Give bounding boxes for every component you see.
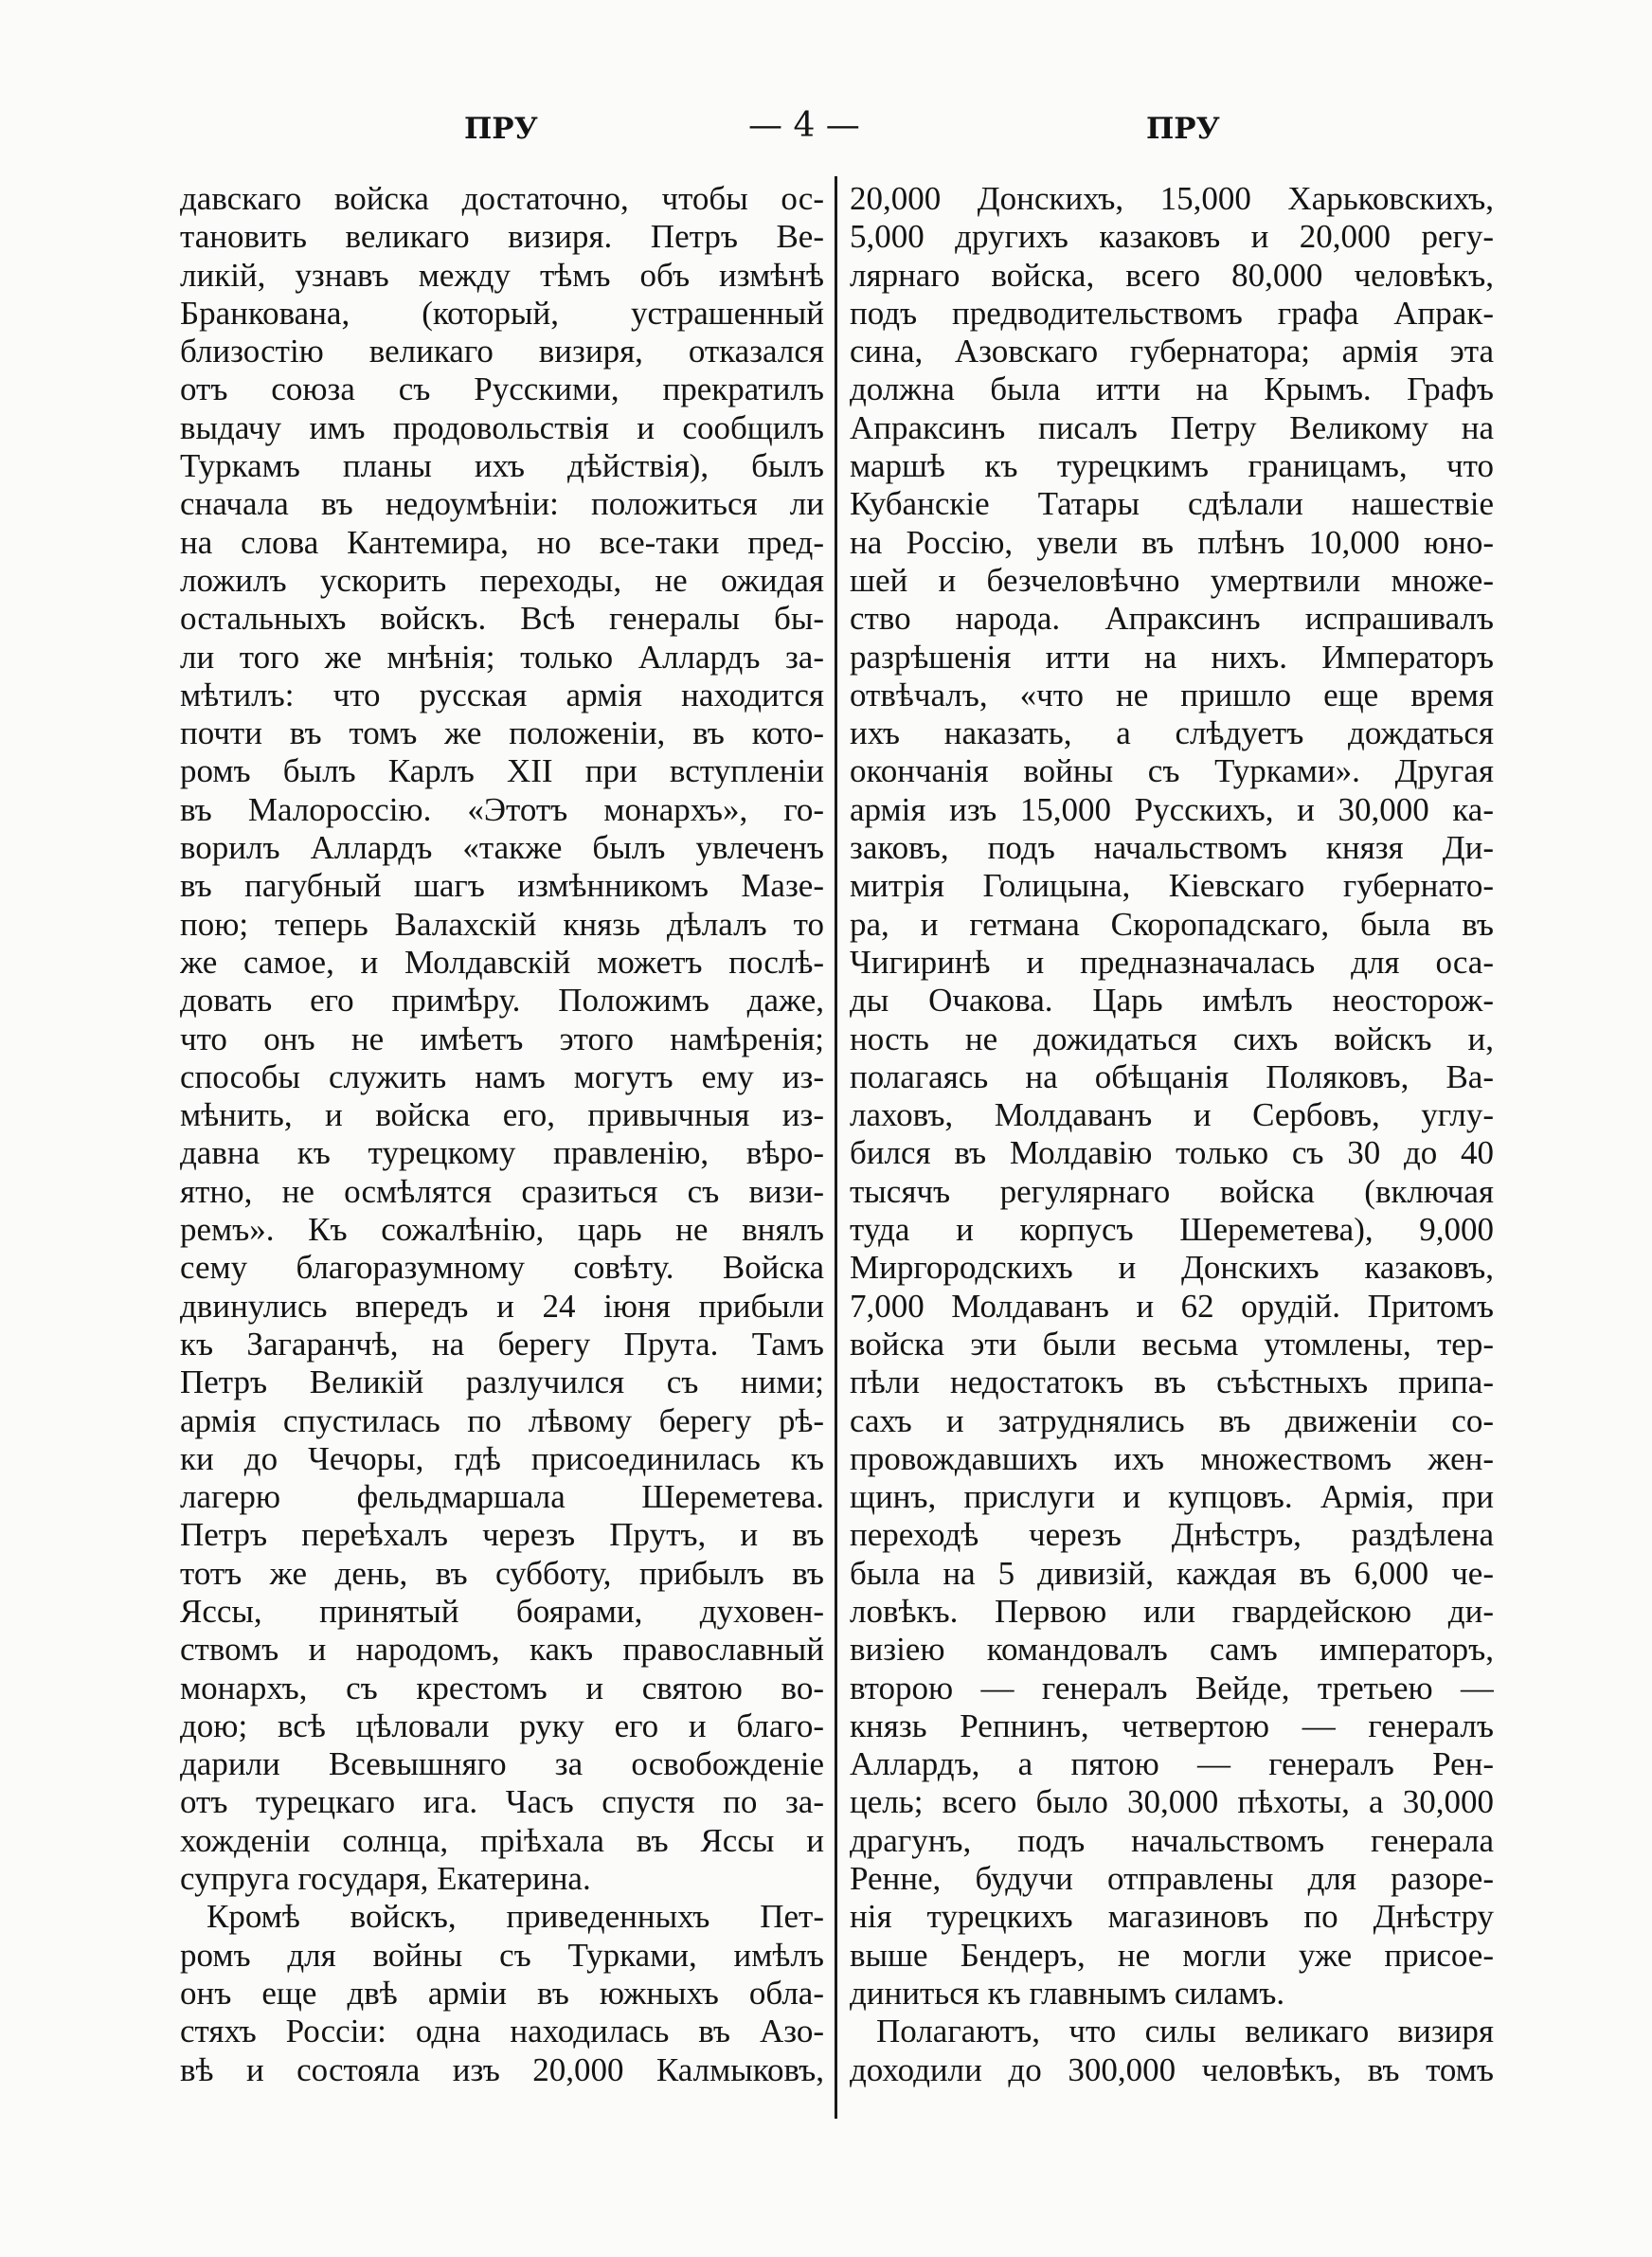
text-line: полагаясь на обѣщанія Поляковъ, Ва- bbox=[850, 1057, 1494, 1095]
text-line: армія спустилась по лѣвому берегу рѣ- bbox=[180, 1401, 824, 1439]
text-line: была на 5 дивизій, каждая въ 6,000 че- bbox=[850, 1554, 1494, 1592]
text-line: тотъ же день, въ субботу, прибылъ въ bbox=[180, 1554, 824, 1592]
text-line: въ пагубный шагъ измѣнникомъ Мазе- bbox=[180, 867, 824, 905]
text-line: ложилъ ускорить переходы, не ожидая bbox=[180, 561, 824, 599]
text-line: сначала въ недоумѣніи: положиться ли bbox=[180, 485, 824, 523]
text-line: отъ турецкаго ига. Часъ спустя по за- bbox=[180, 1783, 824, 1821]
text-line: армія изъ 15,000 Русскихъ, и 30,000 ка- bbox=[850, 790, 1494, 828]
text-line: должна была итти на Крымъ. Графъ bbox=[850, 370, 1494, 408]
text-line: Миргородскихъ и Донскихъ казаковъ, bbox=[850, 1249, 1494, 1287]
text-line: лярнаго войска, всего 80,000 человѣкъ, bbox=[850, 256, 1494, 294]
text-line: давскаго войска достаточно, чтобы ос- bbox=[180, 180, 824, 217]
text-line: диниться къ главнымъ силамъ. bbox=[850, 1974, 1285, 2012]
text-line: второю — генералъ Вейде, третьею — bbox=[850, 1669, 1494, 1706]
text-line: монархъ, съ крестомъ и святою во- bbox=[180, 1669, 824, 1706]
header-right-word: ПРУ bbox=[1146, 112, 1220, 146]
text-line: доходили до 300,000 человѣкъ, въ томъ bbox=[850, 2050, 1494, 2088]
text-line: Аллардъ, а пятою — генералъ Рен- bbox=[850, 1745, 1494, 1783]
text-line: Полагаютъ, что силы великаго визиря bbox=[876, 2013, 1494, 2050]
text-line: разрѣшенія итти на нихъ. Императоръ bbox=[850, 638, 1494, 676]
text-line: на слова Кантемира, но все-таки пред- bbox=[180, 523, 824, 561]
text-line: Бранкована, (который, устрашенный bbox=[180, 294, 824, 332]
text-line: ловѣкъ. Первою или гвардейскою ди- bbox=[850, 1592, 1494, 1630]
page-number: — 4 — bbox=[748, 106, 860, 145]
text-line: Кромѣ войскъ, приведенныхъ Пет- bbox=[206, 1898, 824, 1936]
text-line: провождавшихъ ихъ множествомъ жен- bbox=[850, 1439, 1494, 1477]
text-line: ромъ для войны съ Турками, имѣлъ bbox=[180, 1936, 824, 1974]
text-line: щинъ, прислуги и купцовъ. Армія, при bbox=[850, 1478, 1494, 1516]
text-line: супруга государя, Екатерина. bbox=[180, 1860, 591, 1898]
text-line: Чигиринѣ и предназначалась для оса- bbox=[850, 943, 1494, 981]
text-line: Туркамъ планы ихъ дѣйствія), былъ bbox=[180, 447, 824, 485]
text-line: Апраксинъ писалъ Петру Великому на bbox=[850, 408, 1494, 446]
left-column bbox=[180, 180, 824, 2132]
text-line: ство народа. Апраксинъ испрашивалъ bbox=[850, 600, 1494, 638]
text-line: сина, Азовскаго губернатора; армія эта bbox=[850, 333, 1494, 370]
text-line: ремъ». Къ сожалѣнію, царь не внялъ bbox=[180, 1211, 824, 1249]
right-column bbox=[850, 180, 1494, 2132]
text-line: ствомъ и народомъ, какъ православный bbox=[180, 1631, 824, 1669]
text-line: ликій, узнавъ между тѣмъ объ измѣнѣ bbox=[180, 256, 824, 294]
text-line: визіею командовалъ самъ императоръ, bbox=[850, 1631, 1494, 1669]
text-line: въ Малороссію. «Этотъ монархъ», го- bbox=[180, 790, 824, 828]
text-line: лаховъ, Молдаванъ и Сербовъ, углу- bbox=[850, 1096, 1494, 1134]
text-line: мѣтилъ: что русская армія находится bbox=[180, 676, 824, 713]
text-line: Кубанскіе Татары сдѣлали нашествіе bbox=[850, 485, 1494, 523]
text-line: тановить великаго визиря. Петръ Ве- bbox=[180, 218, 824, 256]
text-line: ромъ былъ Карлъ XII при вступленіи bbox=[180, 752, 824, 790]
text-line: способы служить намъ могутъ ему из- bbox=[180, 1057, 824, 1095]
text-line: тысячъ регулярнаго войска (включая bbox=[850, 1172, 1494, 1210]
text-line: остальныхъ войскъ. Всѣ генералы бы- bbox=[180, 600, 824, 638]
text-line: Петръ переѣхалъ черезъ Прутъ, и въ bbox=[180, 1516, 824, 1554]
text-line: дою; всѣ цѣловали руку его и благо- bbox=[180, 1706, 824, 1744]
text-line: Петръ Великій разлучился съ ними; bbox=[180, 1363, 824, 1401]
text-line: окончанія войны съ Турками». Другая bbox=[850, 752, 1494, 790]
text-line: дарили Всевышняго за освобожденіе bbox=[180, 1745, 824, 1783]
text-line: драгунъ, подъ начальствомъ генерала bbox=[850, 1821, 1494, 1859]
text-line: выше Бендеръ, не могли уже присое- bbox=[850, 1936, 1494, 1974]
text-line: подъ предводительствомъ графа Апрак- bbox=[850, 294, 1494, 332]
text-line: заковъ, подъ начальствомъ князя Ди- bbox=[850, 829, 1494, 867]
text-line: почти въ томъ же положеніи, въ кото- bbox=[180, 714, 824, 752]
text-line: на Россію, увели въ плѣнъ 10,000 юно- bbox=[850, 523, 1494, 561]
column-divider bbox=[835, 176, 837, 2119]
text-line: 5,000 другихъ казаковъ и 20,000 регу- bbox=[850, 218, 1494, 256]
text-line: ворилъ Аллардъ «также былъ увлеченъ bbox=[180, 829, 824, 867]
text-line: 20,000 Донскихъ, 15,000 Харьковскихъ, bbox=[850, 180, 1494, 217]
text-line: мѣнить, и войска его, привычныя из- bbox=[180, 1096, 824, 1134]
text-line: ятно, не осмѣлятся сразиться съ визи- bbox=[180, 1172, 824, 1210]
text-line: ность не дожидаться сихъ войскъ и, bbox=[850, 1020, 1494, 1057]
text-line: хожденіи солнца, пріѣхала въ Яссы и bbox=[180, 1821, 824, 1859]
text-line: митрія Голицына, Кіевскаго губернато- bbox=[850, 867, 1494, 905]
text-line: Яссы, принятый боярами, духовен- bbox=[180, 1592, 824, 1630]
text-line: Ренне, будучи отправлены для разоре- bbox=[850, 1860, 1494, 1898]
text-line: сему благоразумному совѣту. Войска bbox=[180, 1249, 824, 1287]
text-line: пѣли недостатокъ въ съѣстныхъ припа- bbox=[850, 1363, 1494, 1401]
text-line: ли того же мнѣнія; только Аллардъ за- bbox=[180, 638, 824, 676]
text-line: ки до Чечоры, гдѣ присоединилась къ bbox=[180, 1439, 824, 1477]
text-line: онъ еще двѣ арміи въ южныхъ обла- bbox=[180, 1974, 824, 2012]
text-line: же самое, и Молдавскій можетъ послѣ- bbox=[180, 943, 824, 981]
text-line: нія турецкихъ магазиновъ по Днѣстру bbox=[850, 1898, 1494, 1936]
text-line: выдачу имъ продовольствія и сообщилъ bbox=[180, 408, 824, 446]
header-left-word: ПРУ bbox=[464, 112, 538, 146]
text-line: отвѣчалъ, «что не пришло еще время bbox=[850, 676, 1494, 713]
text-line: ды Очакова. Царь имѣлъ неосторож- bbox=[850, 982, 1494, 1020]
text-line: что онъ не имѣетъ этого намѣренія; bbox=[180, 1020, 824, 1057]
text-line: сахъ и затруднялись въ движеніи со- bbox=[850, 1401, 1494, 1439]
text-line: вѣ и состояла изъ 20,000 Калмыковъ, bbox=[180, 2050, 824, 2088]
text-line: бился въ Молдавію только съ 30 до 40 bbox=[850, 1134, 1494, 1172]
text-line: князь Репнинъ, четвертою — генералъ bbox=[850, 1706, 1494, 1744]
text-line: ра, и гетмана Скоропадскаго, была въ bbox=[850, 905, 1494, 943]
text-line: лагерю фельдмаршала Шереметева. bbox=[180, 1478, 824, 1516]
running-header bbox=[180, 106, 1440, 169]
text-line: двинулись впередъ и 24 іюня прибыли bbox=[180, 1287, 824, 1325]
text-line: войска эти были весьма утомлены, тер- bbox=[850, 1325, 1494, 1363]
text-line: ихъ наказать, а слѣдуетъ дождаться bbox=[850, 714, 1494, 752]
text-line: довать его примѣру. Положимъ даже, bbox=[180, 982, 824, 1020]
text-line: стяхъ Россіи: одна находилась въ Азо- bbox=[180, 2013, 824, 2050]
text-line: цель; всего было 30,000 пѣхоты, а 30,000 bbox=[850, 1783, 1494, 1821]
text-line: близостію великаго визиря, отказался bbox=[180, 333, 824, 370]
text-line: 7,000 Молдаванъ и 62 орудій. Притомъ bbox=[850, 1287, 1494, 1325]
text-line: пою; теперь Валахскій князь дѣлалъ то bbox=[180, 905, 824, 943]
text-line: переходѣ черезъ Днѣстръ, раздѣлена bbox=[850, 1516, 1494, 1554]
text-line: къ Загаранчѣ, на берегу Прута. Тамъ bbox=[180, 1325, 824, 1363]
text-line: маршѣ къ турецкимъ границамъ, что bbox=[850, 447, 1494, 485]
text-line: отъ союза съ Русскими, прекратилъ bbox=[180, 370, 824, 408]
text-line: давна къ турецкому правленію, вѣро- bbox=[180, 1134, 824, 1172]
text-line: шей и безчеловѣчно умертвили множе- bbox=[850, 561, 1494, 599]
text-line: туда и корпусъ Шереметева), 9,000 bbox=[850, 1211, 1494, 1249]
